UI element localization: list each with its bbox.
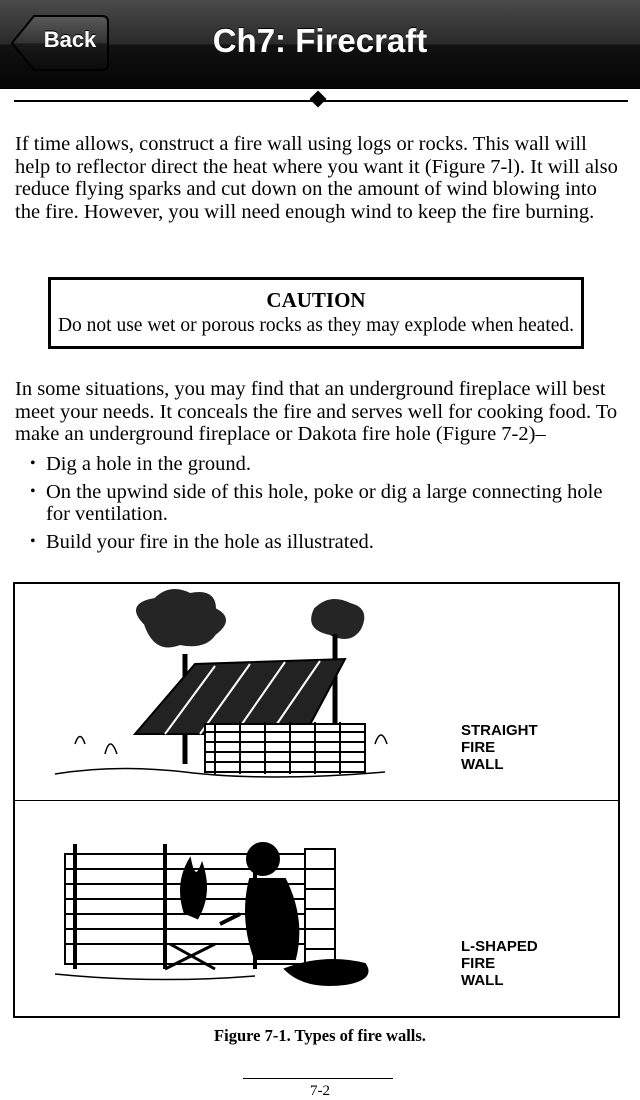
list-item: • On the upwind side of this hole, poke or dig a large connecting hole for ventilation. — [30, 481, 620, 526]
figure-fire-walls — [13, 582, 620, 1018]
label-line: WALL — [461, 972, 504, 989]
list-item: • Build your fire in the hole as illustrated. — [30, 531, 620, 554]
caution-text: Do not use wet or porous rocks as they may explode when heated. — [57, 315, 575, 336]
page-content — [0, 89, 640, 1099]
caution-box — [48, 277, 584, 349]
bullet-list — [30, 453, 620, 558]
paragraph-underground-fireplace: In some situations, you may find that an underground fireplace will best meet your needs. It conceals the fire and serves well for cooking food. To make an underground fireplace or Dakota fire hole (Figure 7-2)– — [15, 378, 618, 445]
label-line: FIRE — [461, 955, 496, 972]
footer-divider — [243, 1078, 393, 1079]
label-line: L-SHAPED — [461, 938, 538, 955]
divider-diamond-icon — [310, 91, 327, 108]
l-shaped-fire-wall-label — [461, 938, 581, 989]
paragraph-fire-wall: If time allows, construct a fire wall using logs or rocks. This wall will help to reflector direct the heat where you want it (Figure 7-l). It will also reduce flying sparks and cut down on the amount of wind blowing into the fire. However, you will need enough wind to keep the fire burning. — [15, 133, 618, 223]
label-line: FIRE — [461, 739, 496, 756]
caution-title: CAUTION — [266, 288, 366, 312]
list-item: • Dig a hole in the ground. — [30, 453, 620, 476]
l-shaped-fire-wall-drawing — [55, 843, 368, 985]
straight-fire-wall-label — [461, 722, 581, 773]
back-button-label: Back — [43, 27, 97, 52]
figure-divider — [15, 800, 618, 801]
label-line: WALL — [461, 756, 504, 773]
label-line: STRAIGHT — [461, 722, 538, 739]
back-button[interactable] — [10, 14, 110, 72]
navigation-bar — [0, 0, 640, 89]
page-number: 7-2 — [310, 1083, 330, 1099]
page-title: Ch7: Firecraft — [212, 22, 428, 59]
straight-fire-wall-drawing — [55, 590, 387, 777]
figure-caption: Figure 7-1. Types of fire walls. — [214, 1026, 426, 1045]
